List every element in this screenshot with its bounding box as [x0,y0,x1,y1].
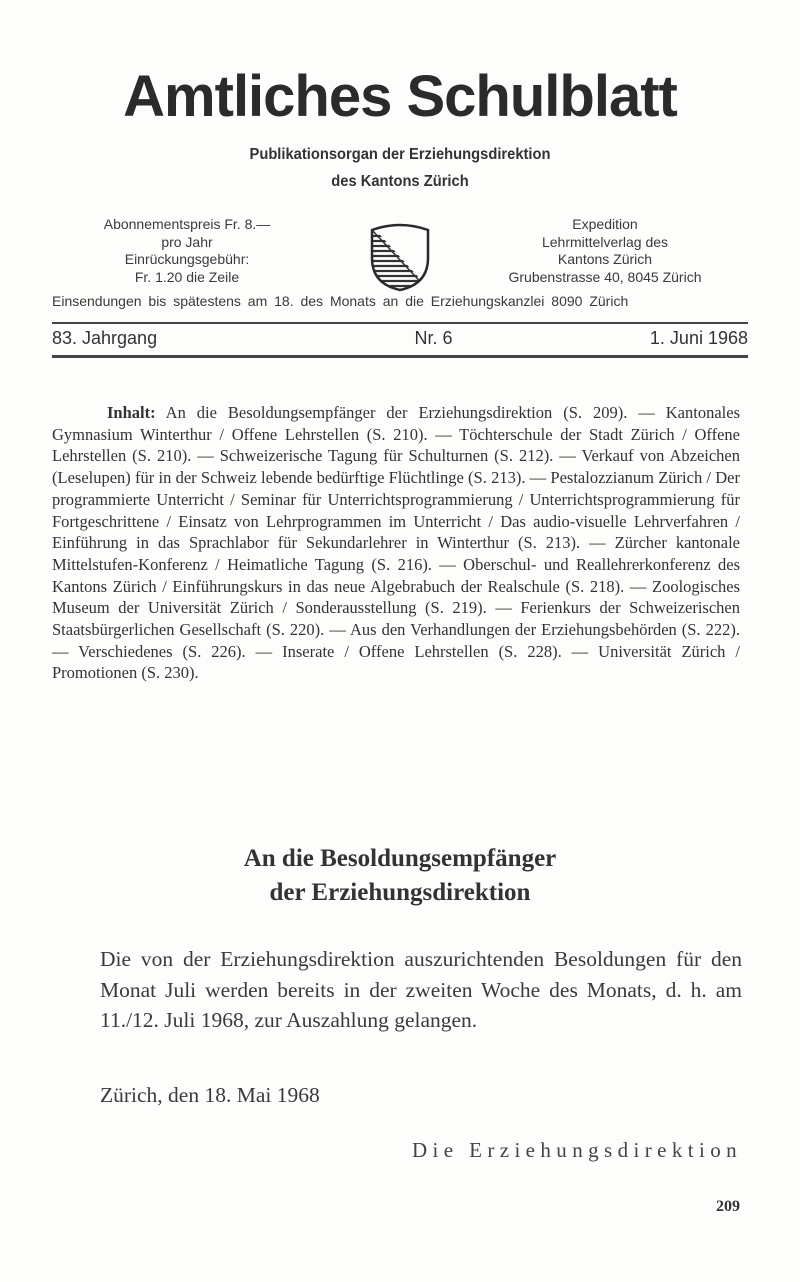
article-heading-line1: An die Besoldungsempfänger [243,845,557,872]
article-signature: Die Erziehungsdirektion [411,1138,742,1162]
expedition-line: Lehrmittelverlag des [541,233,669,250]
subscription-line: Abonnementspreis Fr. 8.— [103,216,271,232]
issue-bar [52,328,748,349]
article-body: Die von der Erziehungsdirektion auszurichtenden Besoldungen für den Monat Juli werden bereits in der zweiten Woche des Monats, d. h. am 11./12. Juli 1968, zur Auszahlung gelangen. [100,947,742,1032]
issue-number: Nr. 6 [414,328,453,348]
subscription-info [62,216,312,286]
zurich-coat-of-arms-icon [368,222,432,292]
issue-date: 1. Juni 1968 [649,328,748,348]
divider-top [52,322,748,324]
subscription-line: Einrückungsgebühr: [124,251,250,267]
page-number: 209 [716,1198,740,1215]
article-heading [0,842,800,910]
masthead-title: Amtliches Schulblatt [123,64,677,129]
article-date: Zürich, den 18. Mai 1968 [100,1083,320,1107]
table-of-contents [52,402,740,684]
contents-text: An die Besoldungsempfänger der Erziehungsdirektion (S. 209). — Kantonales Gymnasium Winterthur / Offene Lehrstellen (S. 210). — Töchterschule der Stadt Zürich / Offene Lehrstellen (S. 210). — Schweizerische Tagung für Schulturnen (S. 212). — Verkauf von Abzeichen (Leselupen) für in der Schweiz lebende bedürftige Flüchtlinge (S. 213). — Pestalozzianum Zürich / Der programmierte Unterricht / Seminar für Unterrichtsprogrammierung / Unterrichtsprogrammierung für Fortgeschrittene / Einsatz von Lehrprogrammen im Unterricht / Das audio-visuelle Lehrverfahren / Einführung in das Sprachlabor für Sekundarlehrer in Winterthur (S. 213). — Zürcher kantonale Mittelstufen-Konferenz / Heimatliche Tagung (S. 216). — Oberschul- und Reallehrerkonferenz des Kantons Zürich / Einführungskurs in das neue Algebrabuch der Realschule (S. 218). — Zoologisches Museum der Universität Zürich / Sonderausstellung (S. 219). — Ferienkurs der Schweizerischen Staatsbürgerlichen Gesellschaft (S. 220). — Aus den Verhandlungen der Erziehungsbehörden (S. 222). — Verschiedenes (S. 226). — Inserate / Offene Lehrstellen (S. 228). — Universität Zürich / Promotionen (S. 230). [52,403,740,683]
contents-label: Inhalt: [107,403,156,422]
article-heading-line2: der Erziehungsdirektion [269,879,531,906]
expedition-line: Grubenstrasse 40, 8045 Zürich [508,268,702,285]
submission-note: Einsendungen bis spätestens am 18. des Monats an die Erziehungskanzlei 8090 Zürich [52,293,629,309]
subscription-line: pro Jahr [161,233,213,250]
subscription-line: Fr. 1.20 die Zeile [134,268,240,285]
volume-label: 83. Jahrgang [52,328,158,348]
masthead-subtitle-line1: Publikationsorgan der Erziehungsdirektion [249,146,551,163]
expedition-line: Expedition [572,216,638,232]
divider-bottom [52,355,748,358]
expedition-line: Kantons Zürich [557,251,653,267]
expedition-info [470,216,740,286]
masthead-subtitle-line2: des Kantons Zürich [331,173,469,190]
